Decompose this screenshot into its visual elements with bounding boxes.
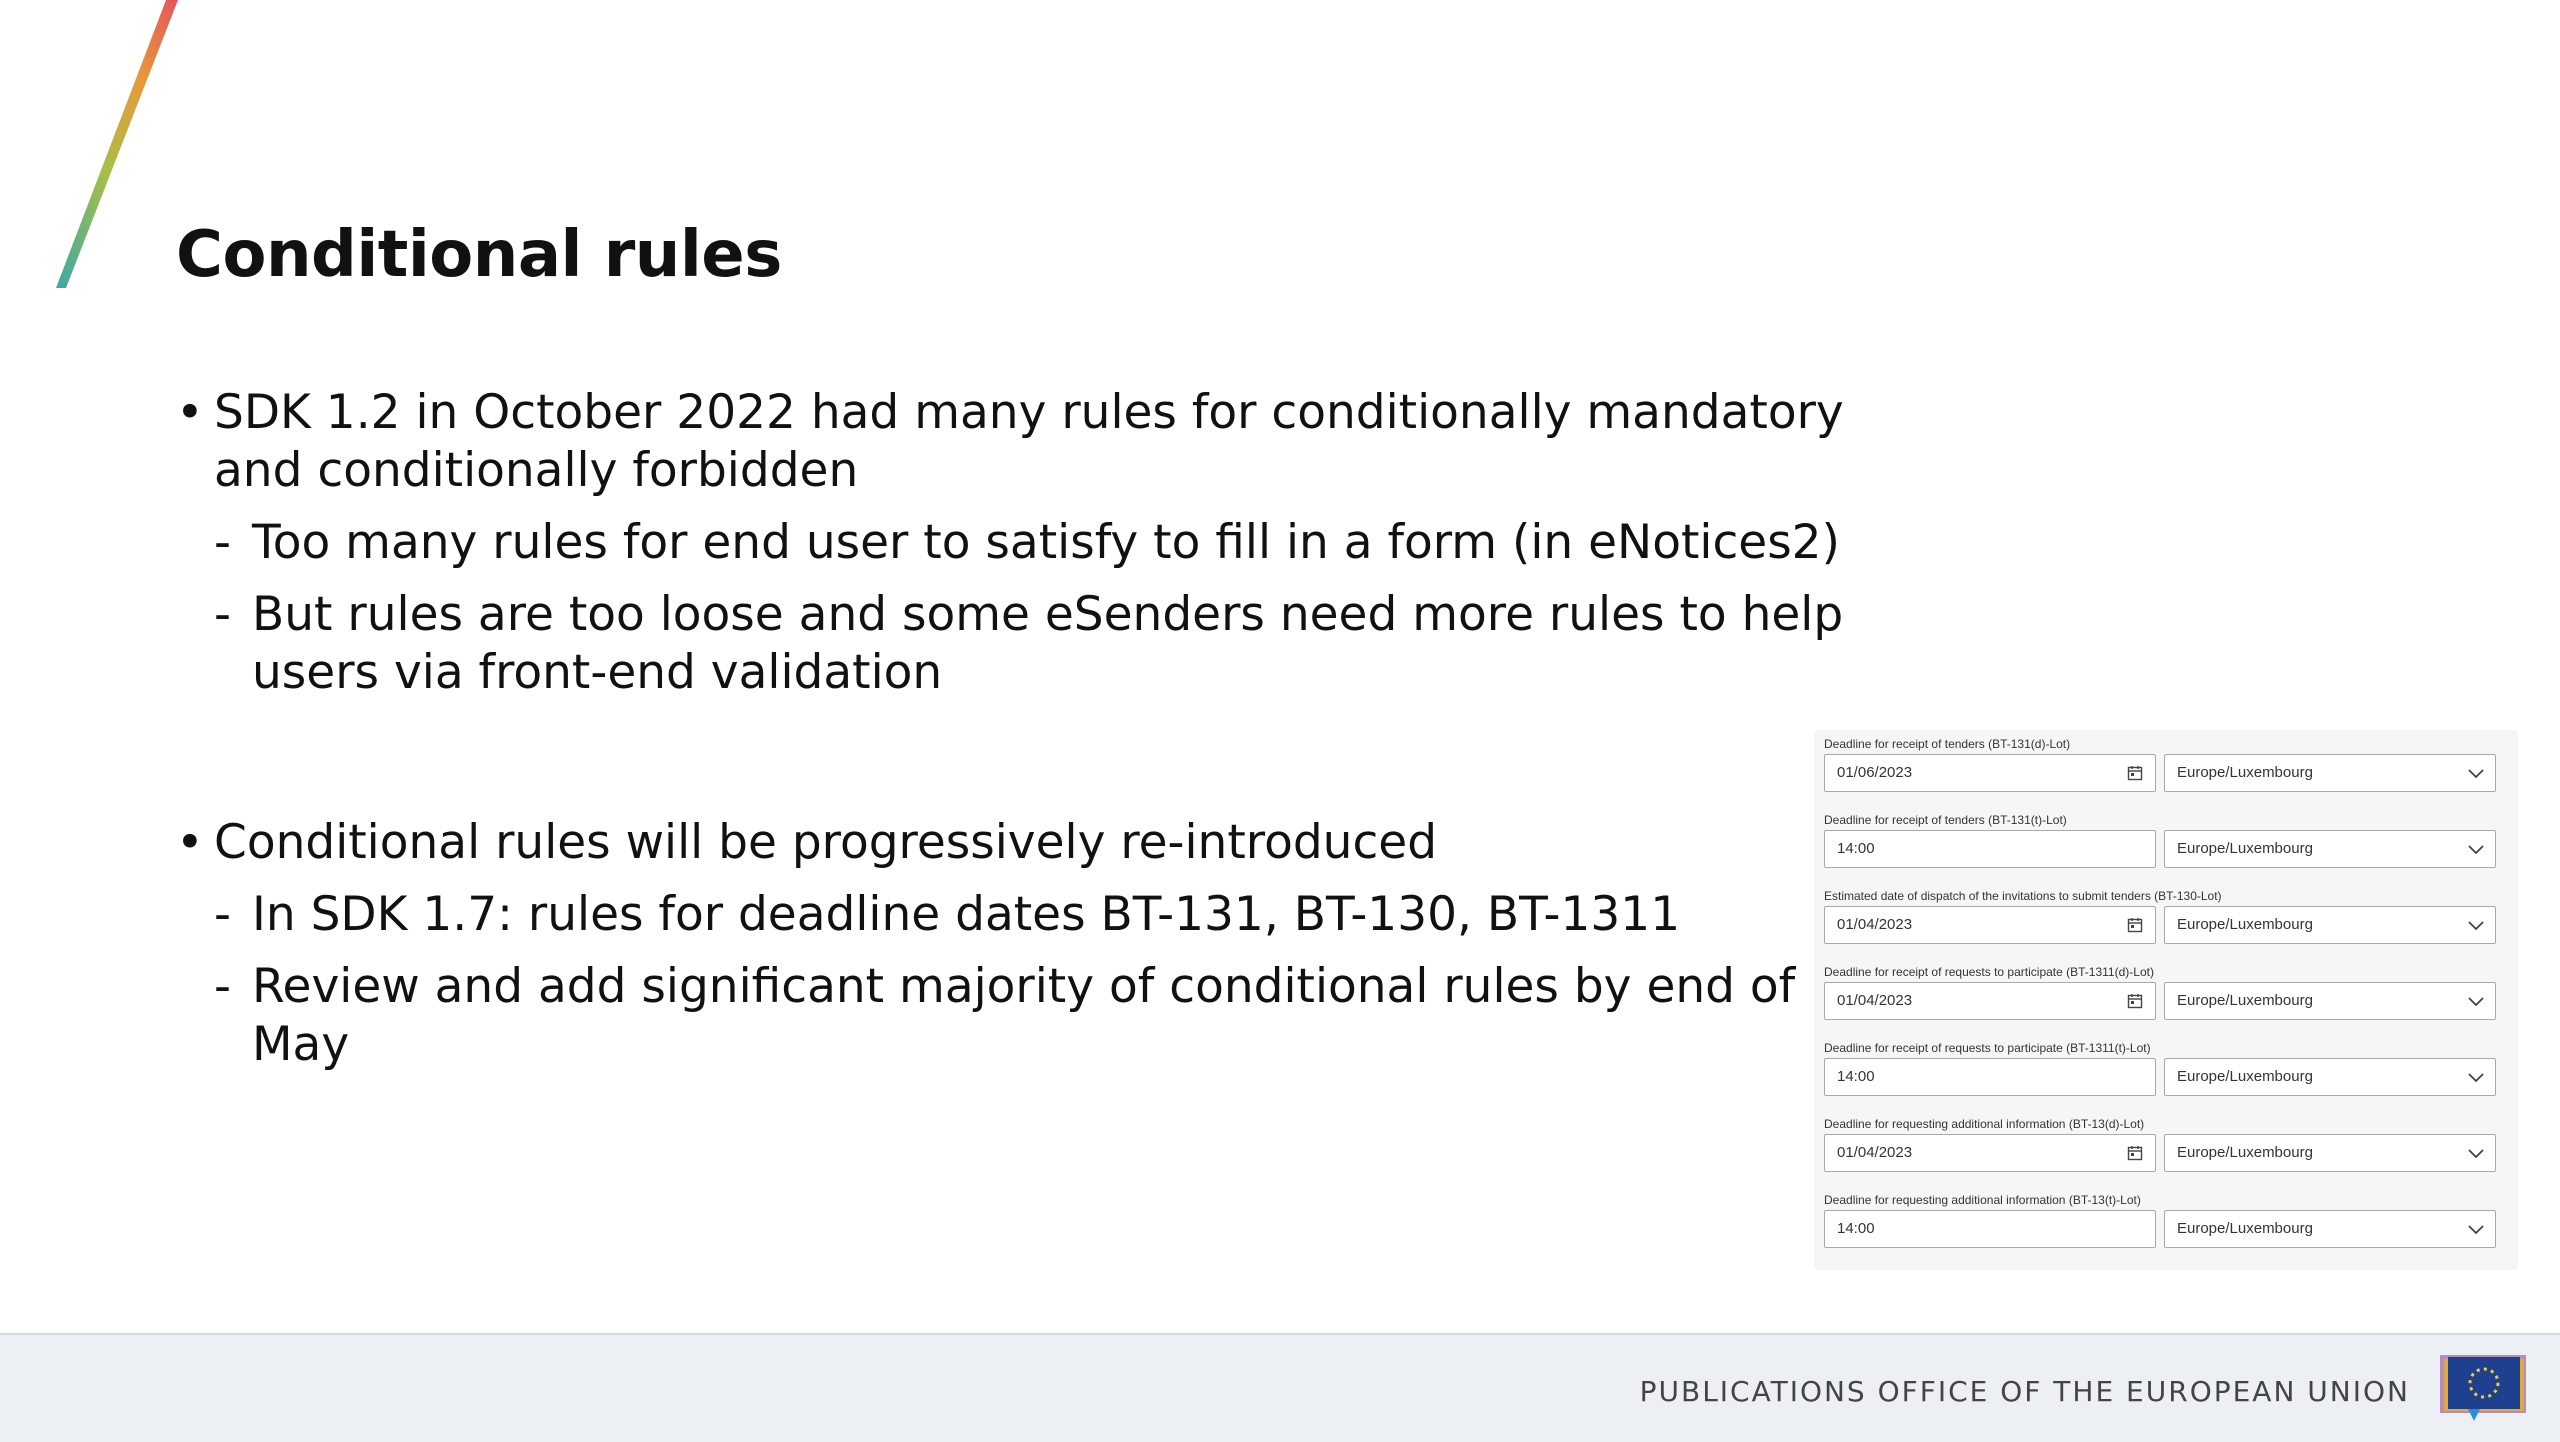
field-label: Deadline for requesting additional information (BT-13(d)-Lot) [1824,1117,2145,1131]
field-value: 01/04/2023 [1837,1144,1913,1161]
footer-publisher-name: PUBLICATIONS OFFICE OF THE EUROPEAN UNION [1639,1375,2410,1408]
timezone-select[interactable] [2164,1210,2496,1248]
field-label: Deadline for requesting additional information (BT-13(t)-Lot) [1824,1193,2141,1207]
date-input[interactable] [1824,754,2156,792]
sub-bullet-item [176,514,1876,572]
timezone-select[interactable] [2164,1134,2496,1172]
bullet-list [176,384,1876,1074]
date-input[interactable] [1824,982,2156,1020]
field-value: 14:00 [1837,1068,1875,1085]
calendar-icon[interactable] [2127,1145,2143,1161]
timezone-value: Europe/Luxembourg [2177,1144,2313,1161]
eu-flag-logo [2438,1355,2534,1427]
sub-bullet-marker: - [214,587,231,642]
chevron-down-icon [2467,766,2485,780]
timezone-value: Europe/Luxembourg [2177,1068,2313,1085]
time-input[interactable] [1824,830,2156,868]
form-field-group [1824,888,2504,944]
bullet-item [176,384,1876,500]
slide-title: Conditional rules [176,218,782,292]
chevron-down-icon [2467,1070,2485,1084]
timezone-select[interactable] [2164,830,2496,868]
field-value: 14:00 [1837,840,1875,857]
chevron-down-icon [2467,994,2485,1008]
sub-bullet-item [176,886,1876,944]
chevron-down-icon [2467,918,2485,932]
field-label: Deadline for receipt of tenders (BT-131(t)-Lot) [1824,813,2067,827]
deadline-form-screenshot [1814,730,2518,1270]
timezone-select[interactable] [2164,754,2496,792]
time-input[interactable] [1824,1058,2156,1096]
sub-bullet-marker: - [214,959,231,1014]
timezone-select[interactable] [2164,906,2496,944]
form-field-group [1824,812,2504,868]
calendar-icon[interactable] [2127,917,2143,933]
field-value: 01/06/2023 [1837,764,1913,781]
sub-bullet-item [176,958,1876,1074]
chevron-down-icon [2467,842,2485,856]
timezone-value: Europe/Luxembourg [2177,992,2313,1009]
form-field-group [1824,1192,2504,1248]
sub-bullet-text: Review and add significant majority of conditional rules by end of May [252,959,1796,1072]
form-field-group [1824,1116,2504,1172]
field-label: Deadline for receipt of requests to participate (BT-1311(d)-Lot) [1824,965,2154,979]
timezone-value: Europe/Luxembourg [2177,1220,2313,1237]
chevron-down-icon [2467,1146,2485,1160]
field-label: Deadline for receipt of requests to participate (BT-1311(t)-Lot) [1824,1041,2151,1055]
form-field-group [1824,964,2504,1020]
calendar-icon[interactable] [2127,993,2143,1009]
sub-bullet-marker: - [214,887,231,942]
field-label: Estimated date of dispatch of the invitations to submit tenders (BT-130-Lot) [1824,889,2222,903]
field-label: Deadline for receipt of tenders (BT-131(d)-Lot) [1824,737,2071,751]
timezone-select[interactable] [2164,1058,2496,1096]
timezone-value: Europe/Luxembourg [2177,916,2313,933]
date-input[interactable] [1824,906,2156,944]
calendar-icon[interactable] [2127,765,2143,781]
field-value: 01/04/2023 [1837,992,1913,1009]
timezone-value: Europe/Luxembourg [2177,840,2313,857]
bullet-marker: • [176,385,204,440]
bullet-item [176,814,1876,872]
sub-bullet-item [176,586,1876,702]
form-field-group [1824,736,2504,792]
field-value: 14:00 [1837,1220,1875,1237]
bullet-text: Conditional rules will be progressively re-introduced [214,815,1438,870]
bullet-marker: • [176,815,204,870]
timezone-select[interactable] [2164,982,2496,1020]
chevron-down-icon [2467,1222,2485,1236]
footer [0,1333,2560,1442]
date-input[interactable] [1824,1134,2156,1172]
time-input[interactable] [1824,1210,2156,1248]
sub-bullet-text: In SDK 1.7: rules for deadline dates BT-131, BT-130, BT-1311 [252,887,1681,942]
form-field-group [1824,1040,2504,1096]
sub-bullet-text: Too many rules for end user to satisfy to fill in a form (in eNotices2) [252,515,1840,570]
bullet-text: SDK 1.2 in October 2022 had many rules for conditionally mandatory and conditionally forbidden [214,385,1844,498]
sub-bullet-marker: - [214,515,231,570]
field-value: 01/04/2023 [1837,916,1913,933]
sub-bullet-text: But rules are too loose and some eSenders need more rules to help users via front-end validation [252,587,1844,700]
timezone-value: Europe/Luxembourg [2177,764,2313,781]
accent-stripe [54,0,184,300]
